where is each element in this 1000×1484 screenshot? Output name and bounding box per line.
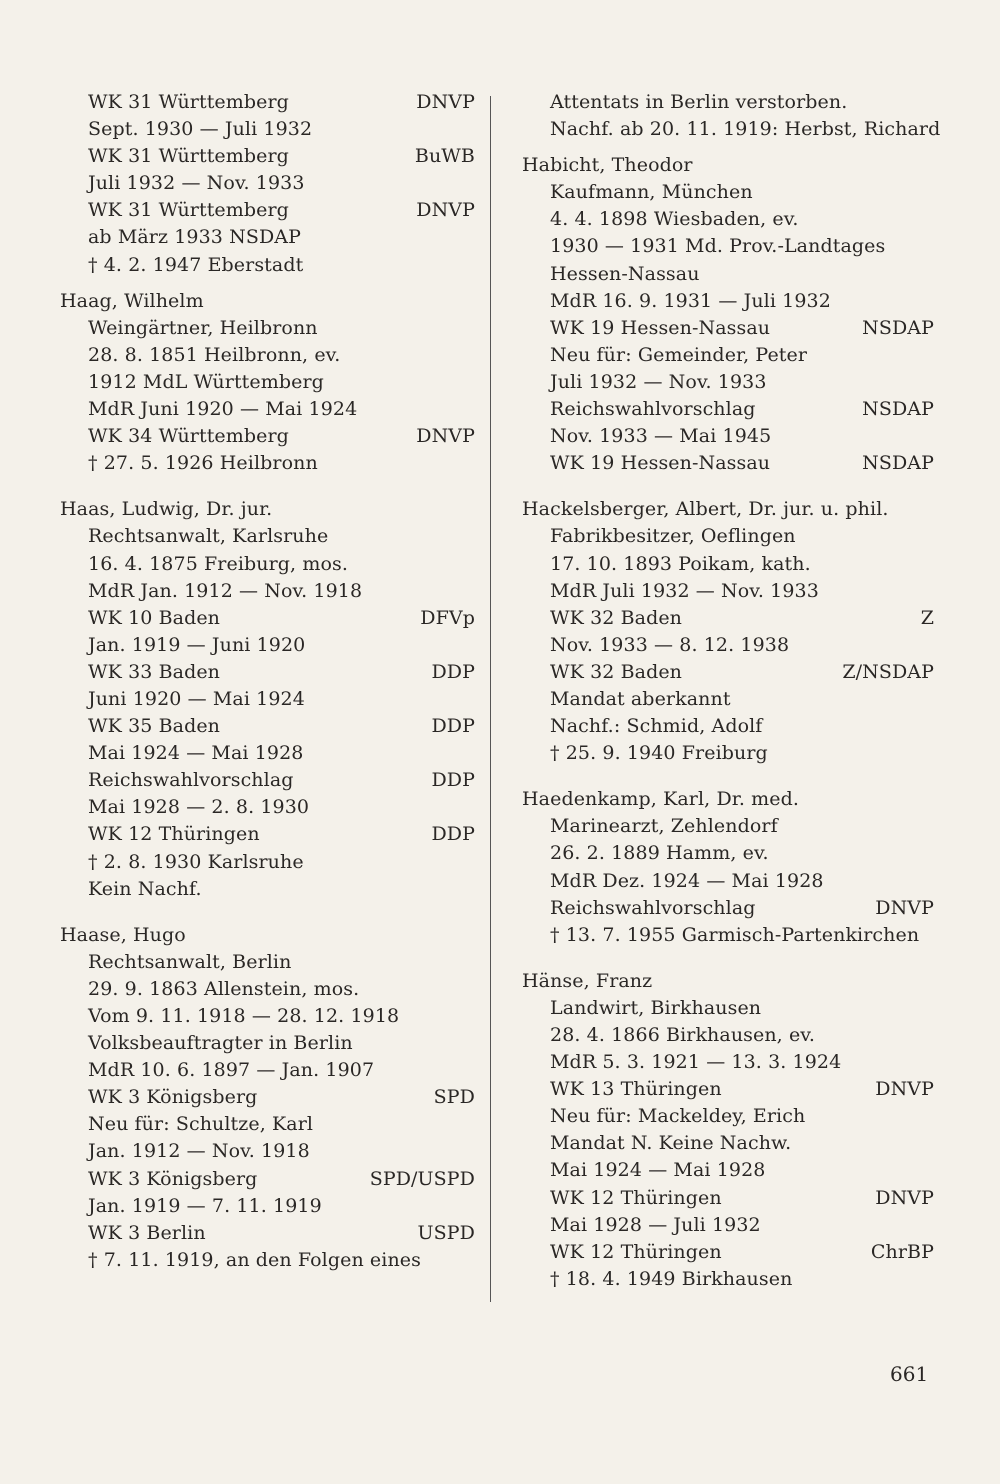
entry-line-text: Kaufmann, München <box>550 181 753 204</box>
entry-name <box>522 786 934 813</box>
entry-line-text: Reichswahlvorschlag <box>550 398 756 421</box>
entry-line <box>60 143 475 170</box>
entry-line-text: 1930 — 1931 Md. Prov.-Landtages <box>550 235 886 258</box>
entry-line <box>60 849 475 876</box>
biography-entry <box>522 152 934 477</box>
entry-name-text: Haedenkamp, Karl, Dr. med. <box>522 788 800 811</box>
entry-line-text: † 25. 9. 1940 Freiburg <box>550 742 768 765</box>
party-label: SPD <box>433 1086 475 1109</box>
entry-line <box>60 1111 475 1138</box>
party-label: DNVP <box>416 425 475 448</box>
entry-line-text: Hessen-Nassau <box>550 262 700 285</box>
entry-line <box>522 89 934 116</box>
biography-entry <box>60 496 475 902</box>
entry-name <box>522 968 934 995</box>
entry-line-text: Nov. 1933 — 8. 12. 1938 <box>550 633 790 656</box>
entry-name-text: Haas, Ludwig, Dr. jur. <box>60 498 273 521</box>
entry-line-text: WK 12 Thüringen <box>88 823 260 846</box>
party-label: SPD/USPD <box>369 1167 475 1190</box>
party-label: DNVP <box>875 1078 934 1101</box>
entry-line-text: WK 19 Hessen-Nassau <box>550 316 771 339</box>
entry-line <box>60 1138 475 1165</box>
entry-line <box>60 396 475 423</box>
entry-line <box>522 1212 934 1239</box>
party-label: DNVP <box>875 896 934 919</box>
entry-line-text: WK 33 Baden <box>88 660 221 683</box>
entry-line <box>60 578 475 605</box>
entry-line-text: Volksbeauftragter in Berlin <box>88 1032 353 1055</box>
entry-line-text: WK 19 Hessen-Nassau <box>550 452 771 475</box>
entry-line-text: † 7. 11. 1919, an den Folgen eines <box>88 1248 421 1271</box>
entry-line-text: WK 3 Berlin <box>88 1221 206 1244</box>
entry-line <box>60 1247 475 1274</box>
entry-line-text: Jan. 1919 — Juni 1920 <box>88 633 306 656</box>
entry-name <box>60 922 475 949</box>
entry-line <box>522 551 934 578</box>
party-label: DDP <box>431 823 475 846</box>
entry-line-text: Mai 1924 — Mai 1928 <box>550 1159 766 1182</box>
entry-line <box>522 740 934 767</box>
entry-line <box>60 1084 475 1111</box>
entry-line-text: WK 10 Baden <box>88 606 221 629</box>
biography-entry <box>60 922 475 1274</box>
entry-line-text: Weingärtner, Heilbronn <box>88 316 318 339</box>
entry-line <box>522 450 934 477</box>
entry-line-text: WK 32 Baden <box>550 606 683 629</box>
party-label: USPD <box>417 1221 475 1244</box>
entry-line <box>60 949 475 976</box>
entry-line <box>522 1103 934 1130</box>
entry-line-text: Fabrikbesitzer, Oeflingen <box>550 525 796 548</box>
entry-line-text: Kein Nachf. <box>88 877 202 900</box>
entry-line-text: WK 35 Baden <box>88 715 221 738</box>
page-number: 661 <box>890 1362 929 1386</box>
entry-line <box>522 261 934 288</box>
entry-line-text: Juli 1932 — Nov. 1933 <box>550 370 767 393</box>
entry-line <box>522 1157 934 1184</box>
entry-line-text: 26. 2. 1889 Hamm, ev. <box>550 842 769 865</box>
entry-line <box>60 686 475 713</box>
entry-line-text: Attentats in Berlin verstorben. <box>550 91 848 113</box>
entry-line <box>522 523 934 550</box>
entry-line-text: WK 32 Baden <box>550 660 683 683</box>
entry-line-text: 1912 MdL Württemberg <box>88 370 324 393</box>
entry-line <box>522 396 934 423</box>
entry-name <box>60 288 475 315</box>
entry-line <box>60 1220 475 1247</box>
entry-line <box>60 713 475 740</box>
entry-line <box>60 423 475 450</box>
party-label: NSDAP <box>862 316 934 339</box>
entry-name <box>522 152 934 179</box>
entry-line <box>522 1076 934 1103</box>
entry-line <box>60 342 475 369</box>
entry-line <box>522 288 934 315</box>
entry-line-text: Juli 1932 — Nov. 1933 <box>88 172 305 195</box>
entry-line <box>60 1003 475 1030</box>
entry-line-text: MdR Juli 1932 — Nov. 1933 <box>550 579 819 602</box>
entry-line-text: Mandat N. Keine Nachw. <box>550 1132 792 1155</box>
entry-line <box>522 423 934 450</box>
entry-line-text: Neu für: Mackeldey, Erich <box>550 1105 806 1128</box>
entry-line <box>60 315 475 342</box>
entry-line-text: † 4. 2. 1947 Eberstadt <box>88 253 304 276</box>
entry-line <box>60 1166 475 1193</box>
entry-line <box>60 605 475 632</box>
entry-line <box>522 632 934 659</box>
entry-line <box>60 767 475 794</box>
entry-line <box>60 876 475 903</box>
entry-line-text: Mai 1924 — Mai 1928 <box>88 742 304 765</box>
entry-line <box>522 179 934 206</box>
entry-line-text: WK 3 Königsberg <box>88 1086 258 1109</box>
entry-name-text: Haase, Hugo <box>60 923 186 946</box>
biography-entry <box>60 288 475 478</box>
entry-line-text: Neu für: Schultze, Karl <box>88 1113 314 1136</box>
entry-name-text: Haag, Wilhelm <box>60 289 204 312</box>
entry-line <box>60 197 475 224</box>
entry-line-text: † 2. 8. 1930 Karlsruhe <box>88 850 304 873</box>
entry-line <box>522 686 934 713</box>
entry-line-text: Marinearzt, Zehlendorf <box>550 815 778 838</box>
entry-line <box>60 252 475 279</box>
entry-line <box>522 995 934 1022</box>
party-label: NSDAP <box>862 398 934 421</box>
entry-line <box>60 740 475 767</box>
entry-line-text: WK 31 Württemberg <box>88 91 289 113</box>
entry-line-text: MdR Jan. 1912 — Nov. 1918 <box>88 579 363 602</box>
entry-line <box>522 1185 934 1212</box>
biography-entry <box>522 786 934 949</box>
entry-line <box>60 224 475 251</box>
entry-line <box>522 116 941 143</box>
entry-name <box>522 496 934 523</box>
entry-line <box>60 523 475 550</box>
entry-line-text: † 13. 7. 1955 Garmisch-Partenkirchen <box>550 923 920 946</box>
entry-line-text: Jan. 1919 — 7. 11. 1919 <box>88 1194 322 1217</box>
entry-line-text: † 18. 4. 1949 Birkhausen <box>550 1267 793 1290</box>
biography-entry <box>522 968 934 1293</box>
entry-line-text: 16. 4. 1875 Freiburg, mos. <box>88 552 348 575</box>
entry-line-text: WK 13 Thüringen <box>550 1078 722 1101</box>
entry-line-text: Rechtsanwalt, Karlsruhe <box>88 525 329 548</box>
entry-name-text: Habicht, Theodor <box>522 154 693 177</box>
entry-line <box>522 342 934 369</box>
entry-line-text: 4. 4. 1898 Wiesbaden, ev. <box>550 208 799 231</box>
entry-line <box>522 1049 934 1076</box>
party-label: NSDAP <box>862 452 934 475</box>
entry-line <box>60 632 475 659</box>
entry-line <box>60 116 475 143</box>
entry-line <box>522 840 934 867</box>
entry-line-text: Nov. 1933 — Mai 1945 <box>550 425 772 448</box>
entry-line-text: Reichswahlvorschlag <box>550 896 756 919</box>
entry-line <box>60 1057 475 1084</box>
entry-line <box>522 922 934 949</box>
entry-line-text: 28. 8. 1851 Heilbronn, ev. <box>88 343 341 366</box>
entry-line-text: Nachf. ab 20. 11. 1919: Herbst, Richard <box>550 118 941 141</box>
party-label: DDP <box>431 660 475 683</box>
entry-line-text: MdR 10. 6. 1897 — Jan. 1907 <box>88 1059 375 1082</box>
entry-name-text: Hackelsberger, Albert, Dr. jur. u. phil. <box>522 498 889 521</box>
entry-continuation <box>60 89 475 279</box>
entry-line <box>60 1193 475 1220</box>
party-label: DDP <box>431 715 475 738</box>
party-label: DNVP <box>875 1186 934 1209</box>
entry-line-text: Rechtsanwalt, Berlin <box>88 950 292 973</box>
entry-line-text: Nachf.: Schmid, Adolf <box>550 715 763 738</box>
entry-line-text: WK 12 Thüringen <box>550 1240 722 1263</box>
entry-line-text: WK 12 Thüringen <box>550 1186 722 1209</box>
entry-line <box>60 1030 475 1057</box>
entry-line <box>522 1266 934 1293</box>
party-label: Z <box>920 606 934 629</box>
entry-line <box>60 976 475 1003</box>
entry-line <box>522 369 934 396</box>
entry-line-text: 28. 4. 1866 Birkhausen, ev. <box>550 1024 816 1046</box>
entry-line-text: Sept. 1930 — Juli 1932 <box>88 118 313 141</box>
party-label: DNVP <box>416 91 475 113</box>
entry-line <box>522 605 934 632</box>
entry-line <box>522 578 934 605</box>
entry-line-text: WK 34 Württemberg <box>88 425 289 448</box>
party-label: DFVp <box>420 606 475 629</box>
entry-line-text: MdR Juni 1920 — Mai 1924 <box>88 398 358 421</box>
entry-line-text: Neu für: Gemeinder, Peter <box>550 343 808 366</box>
entry-line <box>522 1022 934 1049</box>
entry-line-text: Reichswahlvorschlag <box>88 769 294 792</box>
party-label: Z/NSDAP <box>842 660 934 683</box>
entry-line-text: WK 31 Württemberg <box>88 199 289 222</box>
entry-line <box>522 659 934 686</box>
entry-line <box>522 813 934 840</box>
entry-line <box>522 206 934 233</box>
entry-line <box>522 713 934 740</box>
entry-line <box>60 659 475 686</box>
biography-entry <box>522 496 934 767</box>
entry-line <box>522 1130 934 1157</box>
entry-line-text: 17. 10. 1893 Poikam, kath. <box>550 552 811 575</box>
entry-line <box>60 821 475 848</box>
entry-line <box>60 89 475 116</box>
entry-line <box>60 794 475 821</box>
entry-line-text: MdR 16. 9. 1931 — Juli 1932 <box>550 289 831 312</box>
entry-line-text: Juni 1920 — Mai 1924 <box>88 687 305 710</box>
entry-line <box>522 233 934 260</box>
entry-line <box>522 315 934 342</box>
entry-line-text: Mai 1928 — 2. 8. 1930 <box>88 796 310 819</box>
entry-name-text: Hänse, Franz <box>522 969 653 992</box>
right-column <box>522 89 941 1312</box>
entry-line <box>60 170 475 197</box>
entry-line <box>522 868 934 895</box>
entry-name <box>60 496 475 523</box>
entry-line <box>60 450 475 477</box>
entry-line-text: Mai 1928 — Juli 1932 <box>550 1213 761 1236</box>
entry-line-text: MdR 5. 3. 1921 — 13. 3. 1924 <box>550 1051 842 1074</box>
entry-line-text: Mandat aberkannt <box>550 687 731 710</box>
party-label: DDP <box>431 769 475 792</box>
entry-line-text: MdR Dez. 1924 — Mai 1928 <box>550 869 824 892</box>
entry-line-text: ab März 1933 NSDAP <box>88 226 302 249</box>
entry-continuation <box>522 89 941 143</box>
column-divider <box>490 96 491 1302</box>
entry-line <box>60 369 475 396</box>
entry-line <box>522 895 934 922</box>
entry-line <box>60 551 475 578</box>
entry-line-text: WK 31 Württemberg <box>88 145 289 168</box>
entry-line-text: Vom 9. 11. 1918 — 28. 12. 1918 <box>88 1005 400 1027</box>
party-label: ChrBP <box>870 1240 934 1263</box>
entry-line-text: WK 3 Königsberg <box>88 1167 258 1190</box>
entry-line-text: 29. 9. 1863 Allenstein, mos. <box>88 977 360 1000</box>
party-label: DNVP <box>416 199 475 222</box>
party-label: BuWB <box>414 145 475 168</box>
entry-line-text: Jan. 1912 — Nov. 1918 <box>88 1140 310 1163</box>
entry-line <box>522 1239 934 1266</box>
left-column <box>60 89 475 1293</box>
entry-line-text: Landwirt, Birkhausen <box>550 996 762 1019</box>
entry-line-text: † 27. 5. 1926 Heilbronn <box>88 452 318 475</box>
